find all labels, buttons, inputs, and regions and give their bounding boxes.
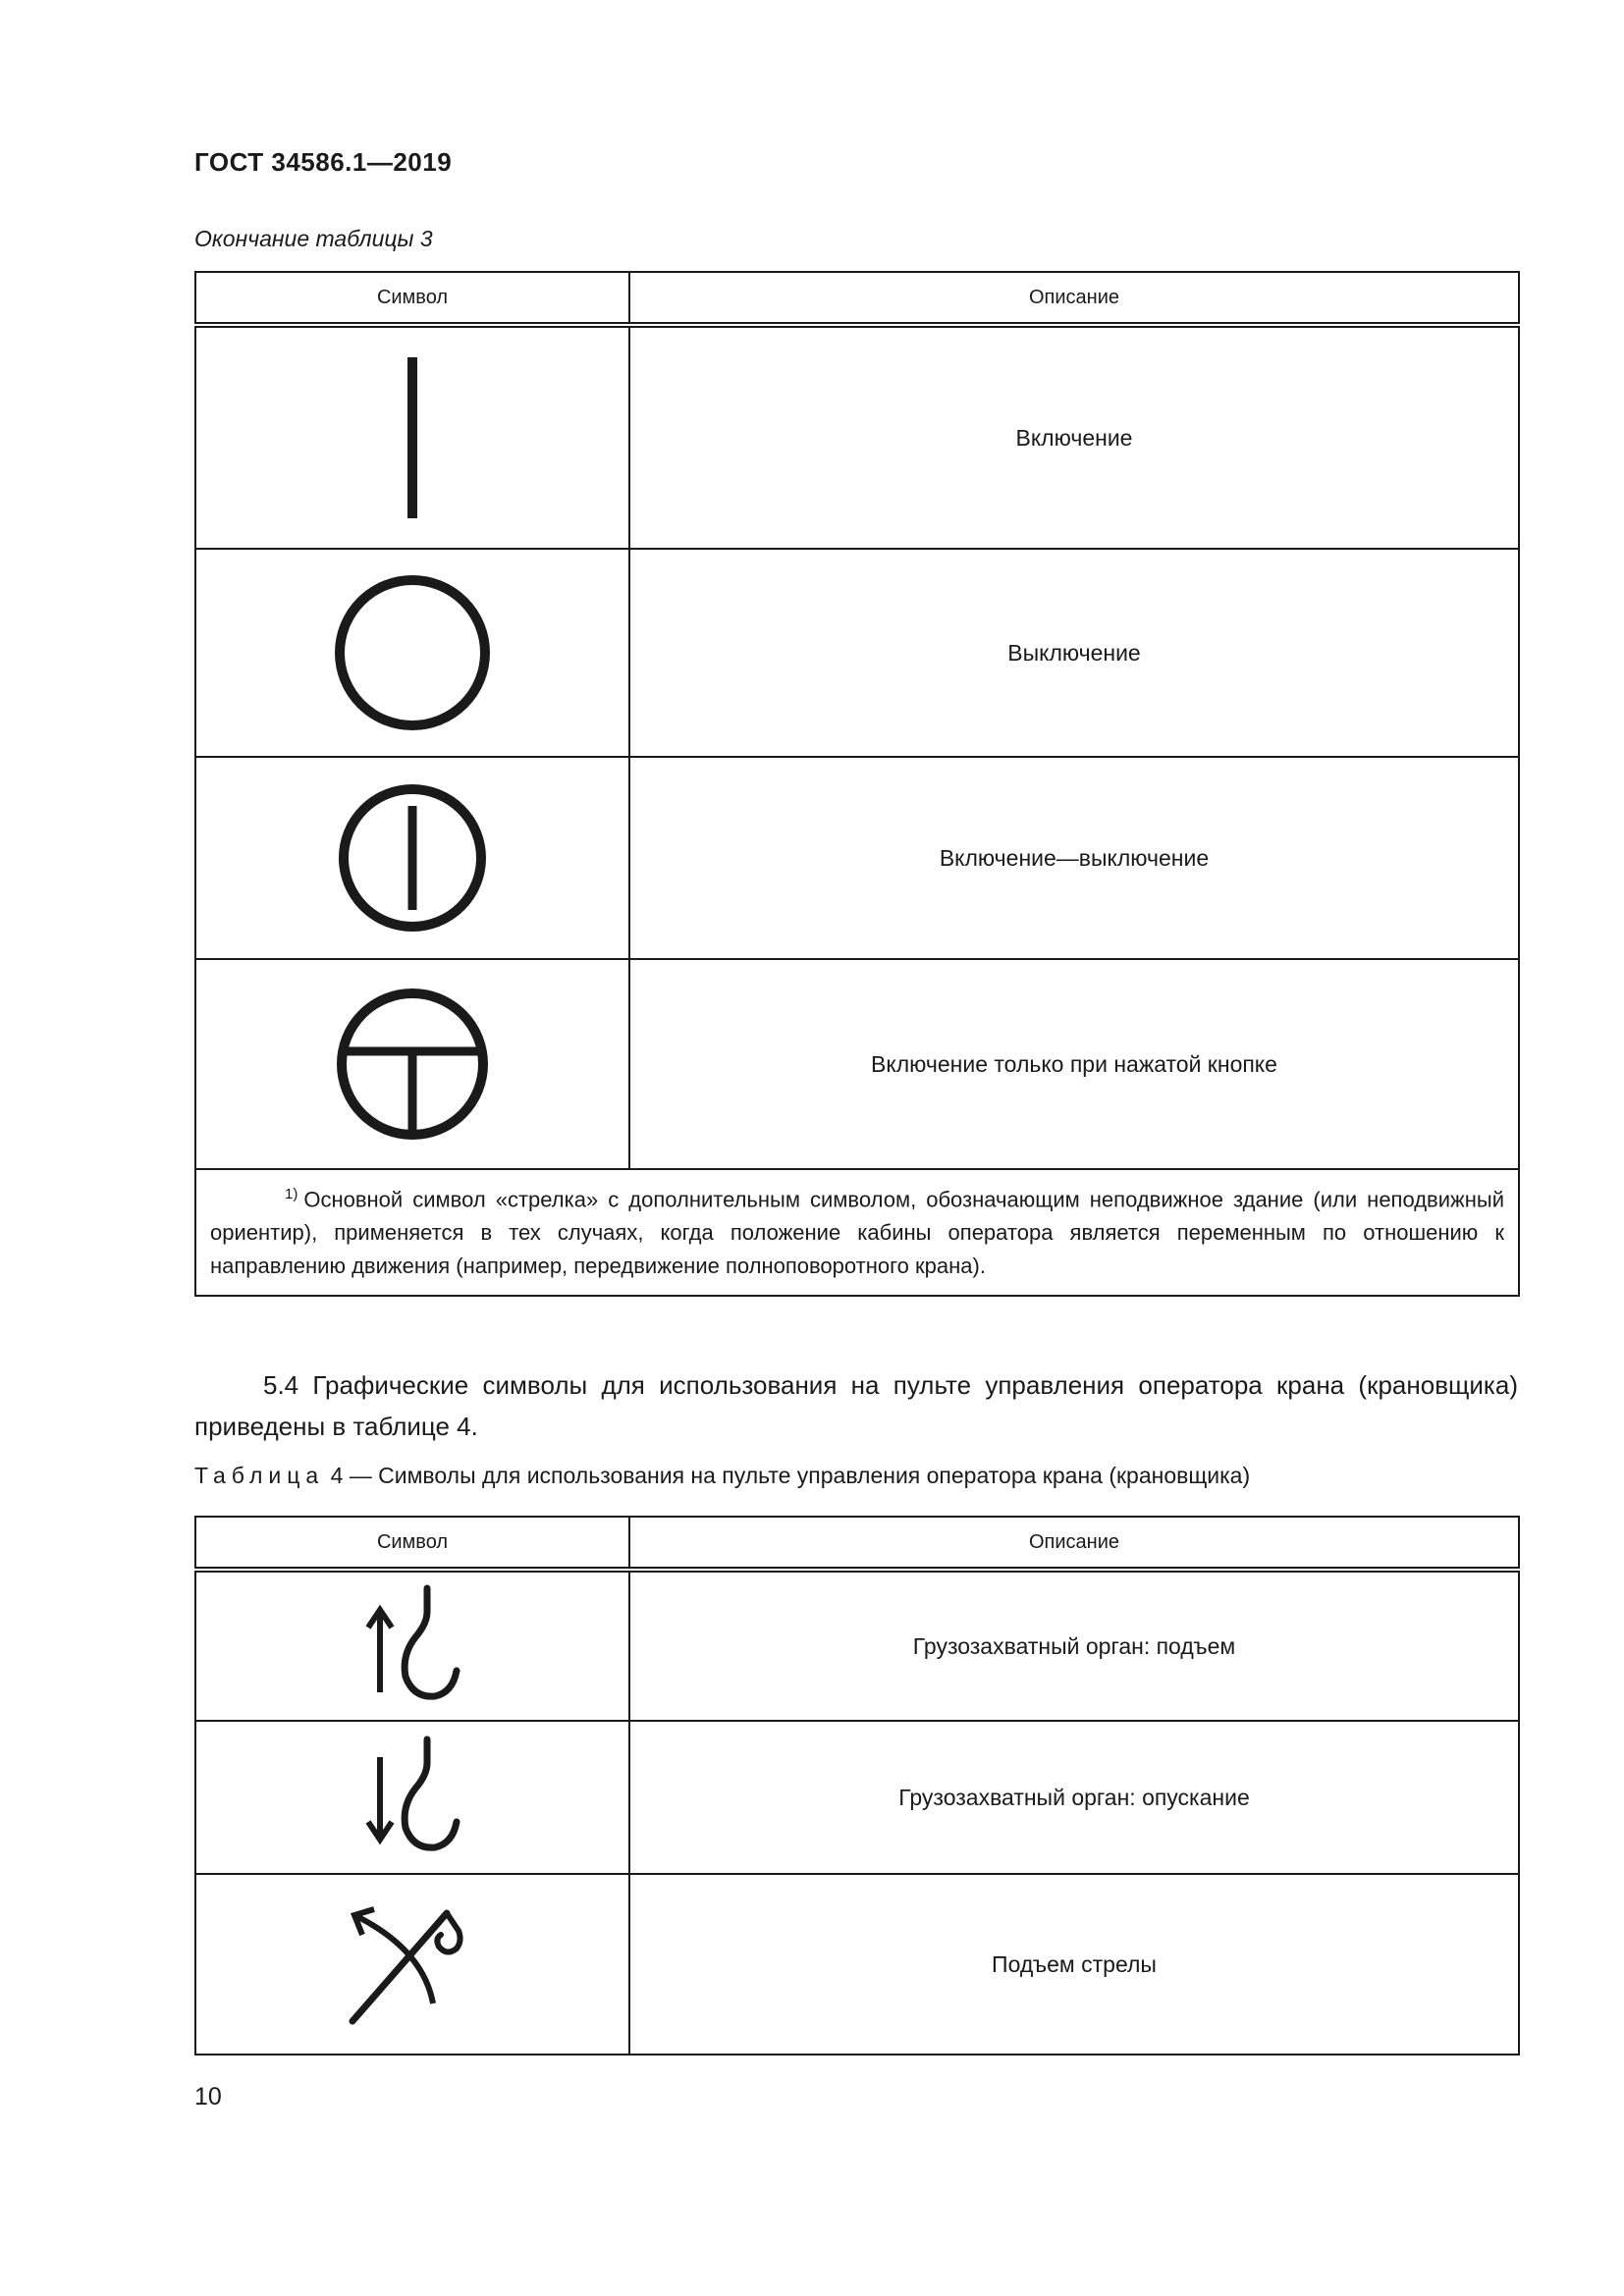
table4-header-row [195, 1517, 1519, 1570]
symbol-cell [195, 1721, 629, 1874]
on-line-icon [383, 349, 442, 526]
boom-raise-icon [339, 1896, 486, 2033]
table3 [194, 271, 1520, 1297]
footnote-marker: 1) [285, 1186, 298, 1202]
table-row [195, 1721, 1519, 1874]
symbol-cell [195, 549, 629, 757]
column-header-symbol: Символ [195, 1517, 629, 1570]
description-cell: Включение—выключение [629, 757, 1519, 959]
column-header-description: Описание [629, 1517, 1519, 1570]
table-row [195, 549, 1519, 757]
table4-caption-label: Таблица [194, 1463, 325, 1488]
table3-caption: Окончание таблицы 3 [194, 226, 433, 251]
description-cell: Включение только при нажатой кнопке [629, 959, 1519, 1169]
table3-footnote-row [195, 1169, 1519, 1296]
section-paragraph [194, 1364, 1518, 1447]
symbol-cell [195, 1570, 629, 1721]
description-cell: Включение [629, 325, 1519, 549]
column-header-description: Описание [629, 272, 1519, 325]
table3-header-row [195, 272, 1519, 325]
hook-raise-icon [358, 1582, 466, 1710]
on-off-circle-line-icon [334, 774, 491, 941]
description-cell: Грузозахватный орган: опускание [629, 1721, 1519, 1874]
paragraph-text: 5.4 Графические символы для использования на пульте управления оператора крана (крановщика) приведены в таблице 4. [194, 1370, 1518, 1441]
description-cell: Грузозахватный орган: подъем [629, 1570, 1519, 1721]
hook-lower-icon [358, 1734, 466, 1861]
symbol-cell [195, 959, 629, 1169]
page-number: 10 [194, 2083, 222, 2110]
table4-caption [194, 1463, 1250, 1489]
table4 [194, 1516, 1520, 2056]
table-row [195, 757, 1519, 959]
description-cell: Подъем стрелы [629, 1874, 1519, 2055]
table4-caption-text: 4 — Символы для использования на пульте управления оператора крана (крановщика) [324, 1463, 1251, 1488]
momentary-on-icon [329, 981, 496, 1148]
footnote-text: Основной символ «стрелка» с дополнительным символом, обозначающим неподвижное здание (или неподвижный ориентир), применяется в тех случаях, когда положение кабины оператора является переменным по отношению к направлению движения (например, передвижение полноповоротного крана). [210, 1187, 1504, 1279]
off-circle-icon [329, 569, 496, 736]
document-id: ГОСТ 34586.1—2019 [194, 147, 453, 177]
table-row [195, 1570, 1519, 1721]
symbol-cell [195, 325, 629, 549]
table-row [195, 1874, 1519, 2055]
table-row [195, 959, 1519, 1169]
table-row [195, 325, 1519, 549]
column-header-symbol: Символ [195, 272, 629, 325]
symbol-cell [195, 757, 629, 959]
table3-footnote [195, 1169, 1519, 1296]
symbol-cell [195, 1874, 629, 2055]
description-cell: Выключение [629, 549, 1519, 757]
